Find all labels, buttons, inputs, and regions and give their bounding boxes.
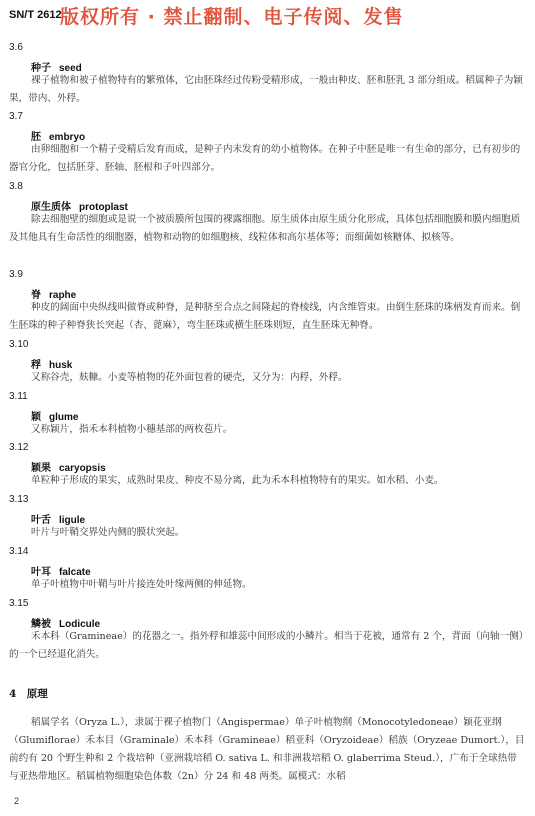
section-number: 3.8 bbox=[9, 181, 23, 192]
term-en: protoplast bbox=[79, 202, 128, 213]
term-cn: 叶舌 bbox=[31, 515, 51, 526]
definition-body: 种皮的阔面中央纵线叫做脊或种脊，是种脐至合点之间隆起的脊棱线，内含维管束。由倒生胚珠的珠柄发育而来。倒生胚珠的种子种脊狭长突起（杏、蓖麻），弯生胚珠或横生胚珠则短，直生胚珠无种脊。 bbox=[9, 302, 521, 331]
term-en: caryopsis bbox=[59, 463, 106, 474]
term-cn: 鳞被 bbox=[31, 619, 51, 630]
definition-body: 又称谷壳，麸糠。小麦等植物的花外面包着的硬壳，又分为：内稃，外稃。 bbox=[31, 372, 348, 383]
term-cn: 稃 bbox=[31, 360, 41, 371]
definition-text bbox=[9, 72, 525, 108]
definition-body: 禾本科（Gramineae）的花器之一。指外稃和雄蕊中间形成的小鳞片。相当于花被，通常有 2 个，背面（向轴一侧）的一个已经退化消失。 bbox=[9, 631, 524, 660]
principle-text bbox=[9, 714, 525, 786]
section-number: 3.7 bbox=[9, 111, 23, 122]
principle-body: 稻属学名（Oryza L.），隶属于裸子植物门（Angispermae）单子叶植物纲（Monocotyledoneae）颖花亚纲（Glumiflorae）禾本目（Graminale）禾本科（Gramineae）稻亚科（Oryzoideae）稻族（Oryzeae Dumort.），目前约有 20 个野生种和 2 个栽培种（亚洲栽培稻 O. sativa L. 和非洲栽培稻 O. glaberrima Steud.），广布于全球热带与亚热带地区。稻属植物细胞染色体数（2n）分 24 和 48 两类。属模式：水稻 bbox=[9, 717, 525, 782]
definition-body: 叶片与叶鞘交界处内侧的膜状突起。 bbox=[31, 527, 185, 538]
section-number: 3.10 bbox=[9, 339, 29, 350]
definition-text bbox=[9, 628, 525, 664]
section-heading-principle: 4 原理 bbox=[9, 688, 48, 700]
definition-text bbox=[9, 369, 525, 387]
term-cn: 颖果 bbox=[31, 463, 51, 474]
section-number: 3.11 bbox=[9, 391, 28, 402]
definition-text bbox=[9, 141, 525, 177]
copyright-watermark: 版权所有 · 禁止翻制、电子传阅、发售 bbox=[60, 6, 404, 28]
section-number: 3.14 bbox=[9, 546, 29, 557]
definition-text bbox=[9, 421, 525, 439]
definition-body: 单子叶植物中叶鞘与叶片接连处叶缘两侧的伸延物。 bbox=[31, 579, 252, 590]
page-number: 2 bbox=[14, 796, 20, 806]
term-cn: 胚 bbox=[31, 132, 41, 143]
definition-body: 除去细胞壁的细胞或是说一个被质膜所包围的裸露细胞。原生质体由原生质分化形成，具体包括细胞膜和膜内细胞质及其他具有生命活性的细胞器，植物和动物的如细胞核、线粒体和高尔基体等；而细菌如核糖体、拟核等。 bbox=[9, 214, 521, 243]
term-cn: 颖 bbox=[31, 412, 41, 423]
term-en: ligule bbox=[59, 515, 86, 526]
section-number: 3.9 bbox=[9, 269, 23, 280]
section-number: 3.12 bbox=[9, 442, 29, 453]
definition-text bbox=[9, 299, 525, 335]
term-en: glume bbox=[49, 412, 79, 423]
term-en: falcate bbox=[59, 567, 91, 578]
definition-text bbox=[9, 576, 525, 594]
section-number: 3.6 bbox=[9, 42, 23, 53]
page-header bbox=[0, 0, 535, 30]
definition-text bbox=[9, 211, 525, 247]
document-code: SN/T 2612 bbox=[9, 9, 62, 21]
term-en: raphe bbox=[49, 290, 77, 301]
term-cn: 脊 bbox=[31, 290, 41, 301]
term-en: husk bbox=[49, 360, 73, 371]
section-number: 3.15 bbox=[9, 598, 29, 609]
term-cn: 种子 bbox=[31, 63, 51, 74]
section-number: 3.13 bbox=[9, 494, 29, 505]
term-en: embryo bbox=[49, 132, 86, 143]
definition-body: 单粒种子形成的果实，成熟时果皮、种皮不易分离，此为禾本科植物特有的果实。如水稻、小麦。 bbox=[31, 475, 444, 486]
definition-body: 裸子植物和被子植物特有的繁殖体，它由胚珠经过传粉受精形成，一般由种皮、胚和胚乳 3 部分组成。稻属种子为颖果，带内、外稃。 bbox=[9, 75, 523, 104]
term-cn: 叶耳 bbox=[31, 567, 51, 578]
definition-text bbox=[9, 472, 525, 490]
term-en: seed bbox=[59, 63, 82, 74]
term-cn: 原生质体 bbox=[31, 202, 71, 213]
definition-body: 由卵细胞和一个精子受精后发育而成，是种子内未发育的幼小植物体。在种子中胚是唯一有生命的部分，已有初步的器官分化，包括胚芽、胚轴、胚根和子叶四部分。 bbox=[9, 144, 521, 173]
term-en: Lodicule bbox=[59, 619, 101, 630]
definition-text bbox=[9, 524, 525, 542]
definition-body: 又称颖片，指禾本科植物小穗基部的两枚苞片。 bbox=[31, 424, 233, 435]
